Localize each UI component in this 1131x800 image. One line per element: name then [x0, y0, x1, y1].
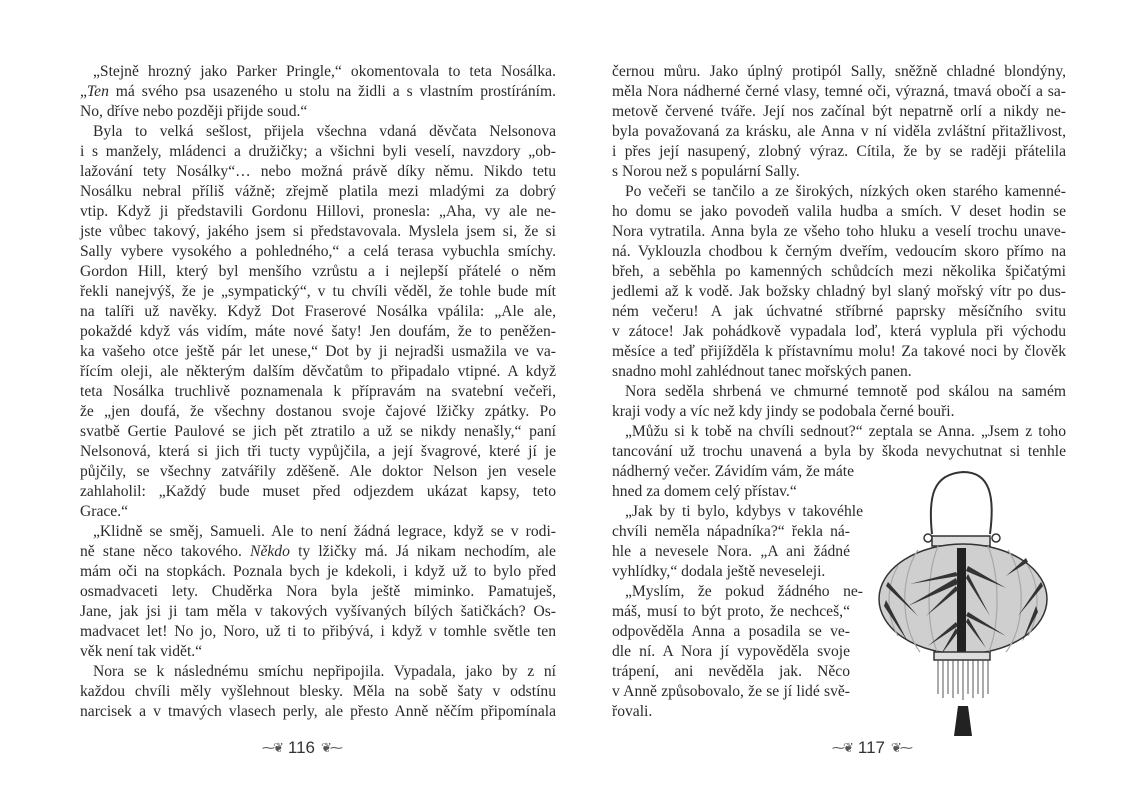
text-line [80, 282, 556, 302]
text-segment: chvíli neměla nápadníka?“ řekla ná- [612, 523, 850, 540]
text-line [612, 542, 850, 562]
text-line [612, 222, 1066, 242]
text-line [612, 422, 1066, 442]
text-segment: teta Nosálka truchlivě poznamenala k přípravám na svatební večeři, [80, 383, 556, 400]
text-segment: „ [80, 83, 87, 100]
text-line [612, 582, 863, 602]
text-segment: ty lžičky má. Já nikam nechodím, ale [289, 543, 556, 560]
text-line [80, 482, 556, 502]
text-segment: hle a nevesele Nora. „A ani žádné [612, 543, 850, 560]
text-line [612, 242, 1066, 262]
text-segment: řícím oleji, ale některým dalším děvčatům to připadalo vtipné. A když [80, 363, 556, 380]
text-line [612, 442, 1066, 462]
page-number-left [262, 738, 341, 758]
text-segment: Byla to velká sešlost, přijela všechna vdaná děvčata Nelsonova [93, 123, 556, 140]
text-line [80, 702, 556, 722]
text-segment: Jane, jak jsi ji tam měla v takových vyšívaných bílých šatičkách? Os- [80, 603, 556, 620]
text-segment: snadno mohl zahlédnout tanec mořských panen. [612, 363, 912, 380]
text-segment: jedlemi až k vodě. Jak božsky chladný byl slaný mořský vítr po dus- [612, 283, 1066, 300]
text-segment: Nora vytratila. Anna byla ze všeho toho hluku a veselí trochu unave- [612, 223, 1066, 240]
text-segment: Nora seděla shrbená ve chmurné temnotě pod skálou na samém [625, 383, 1066, 400]
text-line [612, 202, 1066, 222]
text-segment: „Můžu si k tobě na chvíli sednout?“ zeptala se Anna. „Jsem z toho [625, 423, 1066, 440]
text-segment: i s manžely, mládenci a družičky; a všichni byli veselí, navzdory „ob- [80, 143, 556, 160]
text-line [80, 602, 556, 622]
ornament-left-icon: ⁓❦ [832, 740, 852, 755]
text-segment: řovali. [612, 703, 653, 720]
text-line [80, 102, 556, 122]
text-segment: že „jen doufá, že všechny dostanou svoje čajové lžičky zpátky. Po [80, 403, 556, 420]
text-segment: byla považovaná za krásku, ale Anna v ní viděla zvláštní přitažlivost, [612, 123, 1066, 140]
text-line [80, 582, 556, 602]
text-line [80, 322, 556, 342]
text-segment: ho domu se jako povodeň valila hudba a smích. V deset hodin se [612, 203, 1066, 220]
text-segment: v zátoce! Jak pohádkově vypadala loď, která vyplula při východu [612, 323, 1066, 340]
page-number: 117 [857, 738, 886, 757]
text-line [612, 322, 1066, 342]
text-line [80, 562, 556, 582]
text-line [612, 142, 1066, 162]
text-segment: černou můru. Jako úplný protipól Sally, sněžně chladné blondýny, [612, 63, 1066, 80]
page-number: 116 [287, 738, 316, 757]
text-line [80, 142, 556, 162]
text-segment: nádherný večer. Závidím vám, že máte [612, 463, 855, 480]
ornament-right-icon: ❦⁓ [321, 740, 341, 755]
text-segment: Nosálku nebral příliš vážně; zřejmě platila mezi mladými za dobrý [80, 183, 556, 200]
text-segment: Nora se k následnému smíchu nepřipojila. Vypadala, jako by z ní [93, 663, 556, 680]
text-line [80, 502, 556, 522]
text-line [612, 462, 882, 482]
text-segment: ném večeru! A jak úchvatné stříbrné paprsky měsíčního svitu [612, 303, 1066, 320]
text-segment: půjčily, se všechny zatvářily zděšeně. Ale doktor Nelson jen vesele [80, 463, 556, 480]
text-segment: Nelsonová, která si jich tři tucty vypůjčila, a její švagrové, které jí je [80, 443, 556, 460]
text-line [612, 402, 1066, 422]
text-line [80, 222, 556, 242]
text-line [612, 682, 850, 702]
text-segment: mám oči na stopkách. Poznala bych je kdekoli, i když už to bylo před [80, 563, 556, 580]
text-segment: odpověděla Anna a posadila se ve- [612, 623, 850, 640]
text-segment: No, dříve nebo později přijde soud.“ [80, 103, 308, 120]
text-segment: máš, musí to být proto, že nechceš,“ [612, 603, 850, 620]
italic-text: Ten [86, 83, 109, 100]
text-line [612, 362, 1066, 382]
text-segment: měla Nora nádherné černé vlasy, temné oči, výrazná, tmavá obočí a sa- [612, 83, 1066, 100]
text-segment: Sally vybere vysokého a pohledného,“ a celá terasa vybuchla smíchy. [80, 243, 556, 260]
text-segment: osmadvaceti lety. Chuděrka Nora byla ještě miminko. Pamatuješ, [80, 583, 556, 600]
text-segment: ka vašeho otce ještě pár let unese,“ Dot by ji nejradši usmažila ve va- [80, 343, 556, 360]
text-segment: v Anně způsobovalo, že se jí lidé svě- [612, 683, 850, 700]
text-segment: i přes její nasupený, zlobný výraz. Cítila, že by se raději přátelila [612, 143, 1066, 160]
text-segment: každou chvíli měly vyšlehnout blesky. Měla na sobě šaty v odstínu [80, 683, 556, 700]
text-segment: „Myslím, že pokud žádného ne- [625, 583, 863, 600]
text-segment: trápení, ani nevěděla jak. Něco [612, 663, 850, 680]
italic-text: Někdo [250, 543, 290, 560]
text-line [80, 362, 556, 382]
text-segment: zahlaholil: „Každý bude muset před odjezdem ukázat kapsy, teto [80, 483, 556, 500]
text-line [612, 62, 1066, 82]
text-line [612, 262, 1066, 282]
text-line [612, 482, 882, 502]
text-segment: s Norou než s populární Sally. [612, 163, 800, 180]
text-segment: lažování tety Nosálky“… nebo možná právě díky němu. Nikdo tetu [80, 163, 556, 180]
ornament-left-icon: ⁓❦ [262, 740, 282, 755]
text-line [80, 262, 556, 282]
text-line [612, 302, 1066, 322]
text-line [612, 282, 1066, 302]
text-line [80, 542, 556, 562]
text-line [612, 502, 863, 522]
text-line [612, 122, 1066, 142]
text-segment: vtip. Když ji představili Gordonu Hillovi, pronesla: „Aha, vy ale ne- [80, 203, 556, 220]
text-line [612, 522, 850, 542]
text-line [612, 342, 1066, 362]
text-segment: břeh, a seběhla po kamenných schůdcích mezi několika špičatými [612, 263, 1066, 280]
text-line [612, 102, 1066, 122]
text-segment: jste vůbec takový, jakého jsem si představovala. Myslela jsem si, že si [80, 223, 556, 240]
text-line [80, 182, 556, 202]
text-line [80, 162, 556, 182]
text-line [612, 182, 1066, 202]
text-segment: kraji vody a víc než kdy jindy se podobala černé bouři. [612, 403, 955, 420]
text-line [80, 662, 556, 682]
text-segment: pokaždé když vás vidím, máte nové šaty! Jen doufám, že to peněžen- [80, 323, 556, 340]
text-segment: věk není tak vidět.“ [80, 643, 203, 660]
text-line [80, 382, 556, 402]
text-segment: metově červené tváře. Její nos začínal být nepatrně orlí a nikdy ne- [612, 103, 1066, 120]
text-line [80, 622, 556, 642]
text-line [80, 462, 556, 482]
text-line [80, 82, 556, 102]
text-line [612, 602, 850, 622]
text-segment: madvacet let! No jo, Noro, už ti to přibývá, i když v tomhle světle ten [80, 623, 556, 640]
page-number-right [832, 738, 911, 758]
text-line [80, 122, 556, 142]
text-segment: tancování už trochu unavená a byla by škoda nevychutnat si tenhle [612, 443, 1066, 460]
left-page-text [80, 62, 556, 722]
text-line [80, 402, 556, 422]
text-line [612, 562, 882, 582]
text-segment: „Klidně se směj, Samueli. Ale to není žádná legrace, když se v rodi- [93, 523, 556, 540]
text-segment: hned za domem celý přístav.“ [612, 483, 797, 500]
text-segment: měsíce a teď přijížděla k přístavnímu molu! Za takové noci by člověk [612, 343, 1066, 360]
text-segment: Po večeři se tančilo a ze širokých, nízkých oken starého kamenné- [625, 183, 1066, 200]
text-segment: ná. Vyklouzla chodbou k černým dveřím, vedoucím skoro přímo na [612, 243, 1066, 260]
text-line [80, 202, 556, 222]
text-line [80, 302, 556, 322]
text-segment: „Stejně hrozný jako Parker Pringle,“ okomentovala to teta Nosálka. [93, 63, 556, 80]
text-line [612, 82, 1066, 102]
text-line [80, 242, 556, 262]
text-segment: ně stane něco takového. [80, 543, 251, 560]
text-segment: „Jak by ti bylo, kdybys v takovéhle [625, 503, 863, 520]
text-segment: řekli nanejvýš, že je „sympatický“, v tu chvíli věděl, že tohle bude mít [80, 283, 556, 300]
text-line [612, 622, 850, 642]
left-page [0, 0, 565, 800]
text-segment: Grace.“ [80, 503, 129, 520]
ornament-right-icon: ❦⁓ [891, 740, 911, 755]
text-line [612, 382, 1066, 402]
text-line [612, 702, 882, 722]
text-segment: narcisek a v tmavých vlasech perly, ale přesto Anně něčím připomínala [80, 703, 556, 720]
text-line [612, 162, 1066, 182]
text-line [80, 522, 556, 542]
text-segment: dle ní. A Nora jí vypověděla svoje [612, 643, 850, 660]
text-line [80, 682, 556, 702]
paper-lantern-icon [878, 466, 1050, 742]
text-line [80, 62, 556, 82]
text-segment: svatbě Gertie Paulové se jich pět ztratilo a už se nikdy nenašly,“ paní [80, 423, 556, 440]
text-line [80, 642, 556, 662]
text-line [612, 642, 850, 662]
text-segment: má svého psa usazeného u stolu na židli a s vlastním prostíráním. [108, 83, 556, 100]
text-line [80, 342, 556, 362]
text-segment: na talíři už navěky. Když Dot Fraserové Nosálka vpálila: „Ale ale, [80, 303, 556, 320]
text-line [80, 422, 556, 442]
text-line [80, 442, 556, 462]
text-line [612, 662, 850, 682]
right-page [566, 0, 1131, 800]
text-segment: Gordon Hill, který byl menšího vzrůstu a i nejlepší přátelé o něm [80, 263, 556, 280]
text-segment: vyhlídky,“ dodala ještě neveseleji. [612, 563, 826, 580]
